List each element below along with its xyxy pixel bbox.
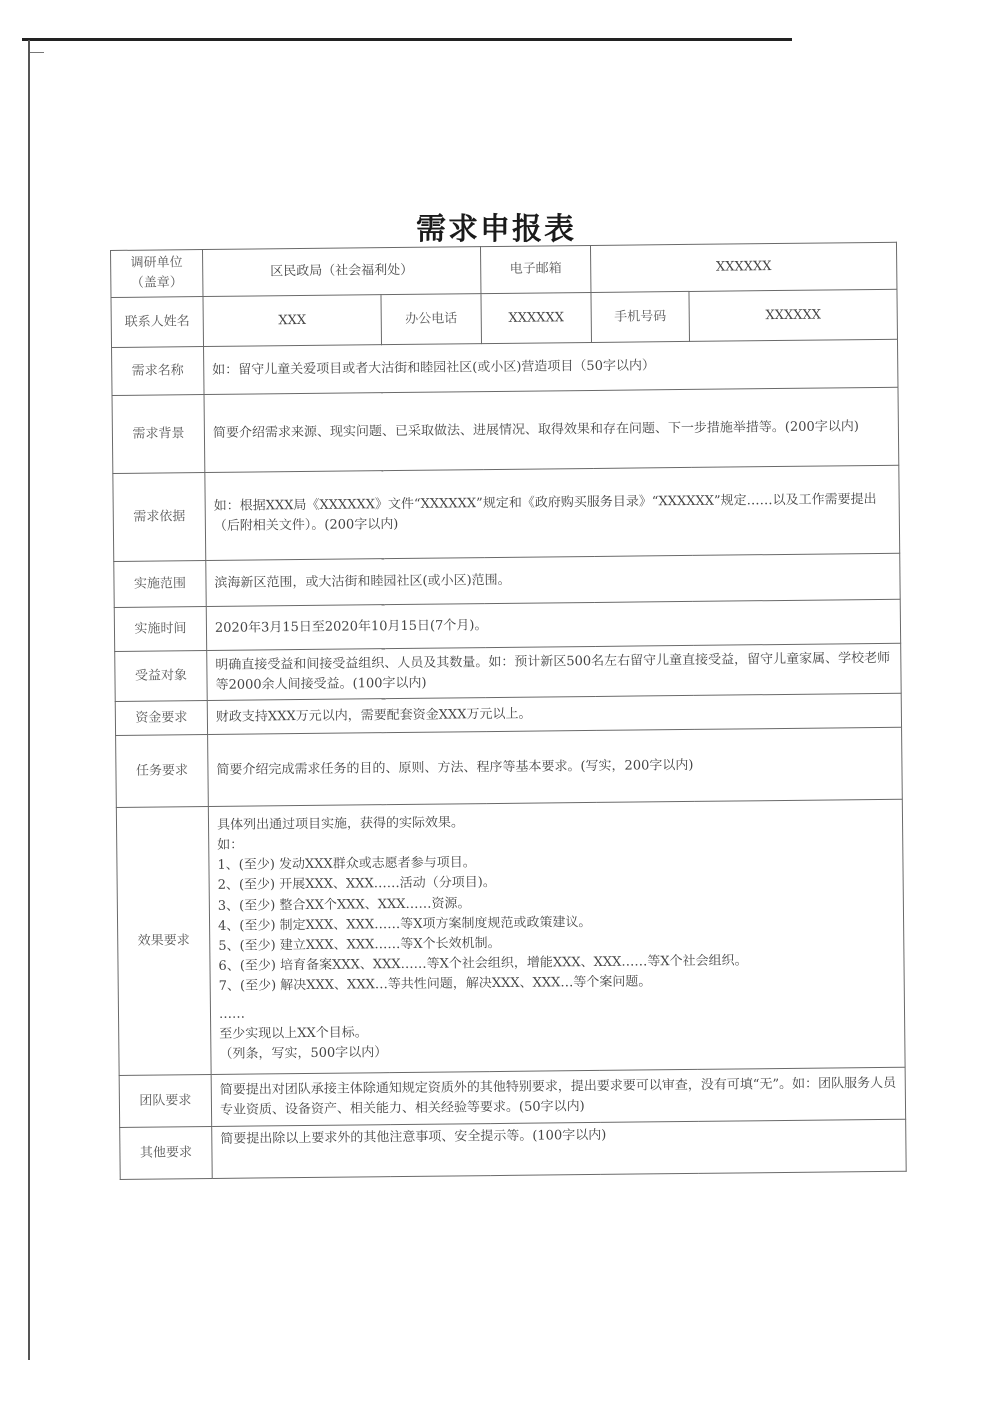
- row-scope: [114, 554, 900, 608]
- demand-report-form: [110, 242, 907, 1180]
- scan-edge-top: [22, 38, 792, 41]
- effect-item: 2、(至少) 开展XXX、XXX……活动（分项目)。: [217, 875, 496, 894]
- effect-item: 7、(至少) 解决XXX、XXX…等共性问题，解决XXX、XXX…等个案问题。: [218, 974, 652, 994]
- contact-label: 联系人姓名: [111, 297, 204, 348]
- row-other: [120, 1119, 907, 1179]
- contact-value: XXX: [203, 295, 382, 347]
- row-demand-basis: [113, 466, 900, 562]
- unit-value: 区民政局（社会福利处）: [203, 247, 481, 297]
- other-value: 简要提出除以上要求外的其他注意事项、安全提示等。(100字以内): [212, 1119, 907, 1178]
- effect-example-label: 如：: [217, 837, 244, 853]
- effect-item: 4、(至少) 制定XXX、XXX……等X项方案制度规范或政策建议。: [218, 914, 592, 934]
- scope-label: 实施范围: [114, 561, 206, 608]
- demand-basis-label: 需求依据: [113, 473, 206, 562]
- funding-value: 财政支持XXX万元以内，需要配套资金XXX万元以上。: [207, 694, 901, 735]
- row-contact: [111, 290, 897, 348]
- row-unit: [111, 242, 897, 298]
- office-phone-label: 办公电话: [381, 294, 482, 345]
- demand-background-label: 需求背景: [112, 395, 205, 474]
- beneficiary-label: 受益对象: [115, 651, 208, 702]
- row-beneficiary: [115, 644, 901, 702]
- beneficiary-value: 明确直接受益和间接受益组织、人员及其数量。如：预计新区500名左右留守儿童直接受益，留守儿童家属、学校老师等2000余人间接受益。(100字以内): [207, 644, 902, 701]
- row-demand-background: [112, 388, 899, 474]
- effect-item: 1、(至少) 发动XXX群众或志愿者参与项目。: [217, 855, 476, 874]
- office-phone-value: XXXXXX: [481, 293, 592, 344]
- row-task: [116, 728, 903, 808]
- task-value: 简要介绍完成需求任务的目的、原则、方法、程序等基本要求。(写实，200字以内): [208, 728, 903, 807]
- email-label: 电子邮箱: [481, 245, 591, 293]
- team-value: 简要提出对团队承接主体除通知规定资质外的其他特别要求，提出要求要可以审查，没有可填“无”。如：团队服务人员专业资质、设备资产、相关能力、相关经验等要求。(50字以内): [211, 1067, 906, 1126]
- row-demand-name: [112, 340, 898, 396]
- row-team: [119, 1067, 906, 1127]
- demand-basis-value: 如：根据XXX局《XXXXXX》文件“XXXXXX”规定和《政府购买服务目录》“XXXXXX”规定……以及工作需要提出（后附相关文件）。(200字以内): [205, 466, 900, 561]
- other-label: 其他要求: [120, 1127, 213, 1180]
- time-value: 2020年3月15日至2020年10月15日(7个月)。: [206, 600, 900, 651]
- effect-label: 效果要求: [116, 807, 211, 1076]
- effect-value: [208, 800, 905, 1075]
- unit-label: 调研单位（盖章）: [111, 250, 203, 298]
- scope-value: 滨海新区范围，或大沽街和睦园社区(或小区)范围。: [206, 554, 900, 607]
- mobile-value: XXXXXX: [689, 290, 898, 342]
- task-label: 任务要求: [116, 735, 209, 808]
- form-container: [110, 242, 906, 1180]
- effect-item: 3、(至少) 整合XX个XXX、XXX……资源。: [217, 895, 471, 914]
- team-label: 团队要求: [119, 1075, 212, 1128]
- effect-note: （列条，写实，500字以内）: [219, 1045, 388, 1063]
- effect-ellipsis: ……: [218, 1006, 246, 1023]
- effect-target: 至少实现以上XX个目标。: [219, 1025, 368, 1043]
- document-title: 需求申报表: [416, 212, 576, 247]
- mobile-label: 手机号码: [591, 292, 690, 343]
- effect-item: 5、(至少) 建立XXX、XXX……等X个长效机制。: [218, 935, 501, 954]
- effect-intro: 具体列出通过项目实施，获得的实际效果。: [216, 815, 465, 833]
- time-label: 实施时间: [114, 607, 206, 652]
- email-value: XXXXXX: [590, 242, 896, 292]
- demand-name-value: 如：留守儿童关爱项目或者大沽街和睦园社区(或小区)营造项目（50字以内）: [204, 340, 898, 395]
- demand-background-value: 简要介绍需求来源、现实问题、已采取做法、进展情况、取得效果和存在问题、下一步措施举措等。(200字以内): [204, 388, 899, 473]
- scan-mark: [30, 52, 44, 53]
- effect-item: 6、(至少) 培育备案XXX、XXX……等X个社会组织，增能XXX、XXX……等X个社会组织。: [218, 953, 748, 974]
- demand-name-label: 需求名称: [112, 347, 204, 396]
- row-effect: [116, 800, 905, 1076]
- funding-label: 资金要求: [115, 701, 207, 736]
